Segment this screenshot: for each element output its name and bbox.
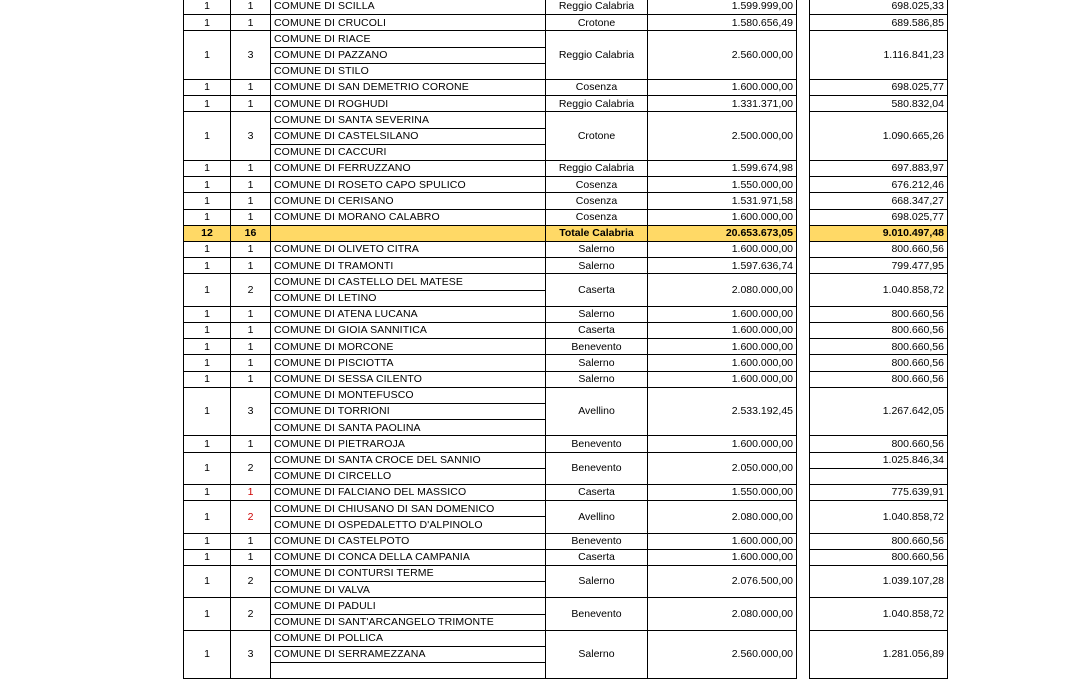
comune-name: COMUNE DI CERISANO [270,192,546,209]
row-count-a: 1 [183,371,231,388]
amount: 2.500.000,00 [647,111,797,161]
contribution: 1.281.056,89 [809,630,948,679]
amount: 1.550.000,00 [647,484,797,501]
comune-name: COMUNE DI CACCURI [270,144,546,161]
contribution: 800.660,56 [809,371,948,388]
total-amount: 20.653.673,05 [647,225,797,242]
row-count-a: 1 [183,176,231,193]
total-count-b: 16 [230,225,271,242]
row-count-a: 1 [183,484,231,501]
contribution: 1.090.665,26 [809,111,948,161]
row-count-b: 3 [230,630,271,679]
row-count-b: 1 [230,14,271,31]
comune-name: COMUNE DI POLLICA [270,630,546,647]
comune-name [270,662,546,679]
comune-name: COMUNE DI SCILLA [270,0,546,15]
row-count-a: 1 [183,209,231,226]
amount: 1.600.000,00 [647,435,797,452]
row-count-b: 2 [230,597,271,630]
province: Reggio Calabria [545,0,648,15]
comune-name: COMUNE DI TRAMONTI [270,257,546,274]
row-count-a: 1 [183,273,231,306]
province: Reggio Calabria [545,30,648,80]
contribution: 676.212,46 [809,176,948,193]
row-count-a: 1 [183,322,231,339]
amount: 2.080.000,00 [647,597,797,630]
comune-name: COMUNE DI GIOIA SANNITICA [270,322,546,339]
province: Crotone [545,111,648,161]
amount: 1.600.000,00 [647,79,797,96]
comune-name: COMUNE DI ATENA LUCANA [270,306,546,323]
comune-name: COMUNE DI SAN DEMETRIO CORONE [270,79,546,96]
comune-name: COMUNE DI CRUCOLI [270,14,546,31]
amount: 2.560.000,00 [647,630,797,679]
contribution: 1.039.107,28 [809,565,948,598]
province: Benevento [545,533,648,550]
contribution: 800.660,56 [809,338,948,355]
amount: 2.560.000,00 [647,30,797,80]
comune-name: COMUNE DI SANT'ARCANGELO TRIMONTE [270,614,546,631]
comune-name: COMUNE DI SANTA CROCE DEL SANNIO [270,452,546,469]
amount: 2.080.000,00 [647,500,797,533]
contribution: 698.025,33 [809,0,948,15]
comune-name: COMUNE DI MORANO CALABRO [270,209,546,226]
comune-name: COMUNE DI PISCIOTTA [270,354,546,371]
comune-name: COMUNE DI MORCONE [270,338,546,355]
row-count-b: 1 [230,192,271,209]
comune-name: COMUNE DI PADULI [270,597,546,614]
comune-name: COMUNE DI LETINO [270,290,546,307]
province: Salerno [545,371,648,388]
row-count-b: 1 [230,371,271,388]
amount: 1.580.656,49 [647,14,797,31]
comune-name: COMUNE DI TORRIONI [270,403,546,420]
comune-name: COMUNE DI PAZZANO [270,47,546,64]
amount: 1.600.000,00 [647,338,797,355]
comune-name: COMUNE DI VALVA [270,581,546,598]
row-count-a: 1 [183,30,231,80]
row-count-b: 3 [230,387,271,437]
comune-name: COMUNE DI PIETRAROJA [270,435,546,452]
contribution-empty [809,468,948,485]
province: Salerno [545,565,648,598]
total-count-a: 12 [183,225,231,242]
contribution: 1.267.642,05 [809,387,948,437]
row-count-a: 1 [183,452,231,485]
row-count-a: 1 [183,435,231,452]
contribution: 799.477,95 [809,257,948,274]
row-count-a: 1 [183,338,231,355]
province: Benevento [545,338,648,355]
row-count-a: 1 [183,192,231,209]
row-count-b: 1 [230,79,271,96]
row-count-b: 1 [230,322,271,339]
contribution: 800.660,56 [809,533,948,550]
comune-name: COMUNE DI CASTELSILANO [270,128,546,145]
contribution: 1.040.858,72 [809,273,948,306]
contribution: 668.347,27 [809,192,948,209]
province: Reggio Calabria [545,160,648,177]
province: Cosenza [545,209,648,226]
amount: 1.600.000,00 [647,241,797,258]
comune-name: COMUNE DI SESSA CILENTO [270,371,546,388]
comune-name: COMUNE DI OLIVETO CITRA [270,241,546,258]
province: Salerno [545,241,648,258]
row-count-a: 1 [183,630,231,679]
province: Benevento [545,597,648,630]
row-count-b: 1 [230,257,271,274]
amount: 1.600.000,00 [647,371,797,388]
province: Cosenza [545,176,648,193]
contribution: 800.660,56 [809,435,948,452]
total-label: Totale Calabria [545,225,648,242]
row-count-b: 1 [230,306,271,323]
total-filler [270,225,546,242]
comune-name: COMUNE DI CIRCELLO [270,468,546,485]
comune-name: COMUNE DI FERRUZZANO [270,160,546,177]
comune-name: COMUNE DI CONTURSI TERME [270,565,546,582]
province: Avellino [545,500,648,533]
province: Caserta [545,484,648,501]
amount: 1.331.371,00 [647,95,797,112]
row-count-a: 1 [183,111,231,161]
amount: 1.531.971,58 [647,192,797,209]
province: Cosenza [545,192,648,209]
row-count-a: 1 [183,160,231,177]
amount: 2.533.192,45 [647,387,797,437]
row-count-a: 1 [183,0,231,15]
comune-name: COMUNE DI OSPEDALETTO D'ALPINOLO [270,516,546,533]
province: Caserta [545,322,648,339]
row-count-b: 2 [230,565,271,598]
row-count-b: 1 [230,241,271,258]
contribution: 775.639,91 [809,484,948,501]
comune-name: COMUNE DI SANTA PAOLINA [270,419,546,436]
contribution: 1.025.846,34 [809,452,948,469]
province: Avellino [545,387,648,437]
province: Salerno [545,306,648,323]
province: Caserta [545,549,648,566]
row-count-b: 1 [230,0,271,15]
comune-name: COMUNE DI CASTELLO DEL MATESE [270,273,546,290]
row-count-a: 1 [183,533,231,550]
row-count-a: 1 [183,79,231,96]
row-count-a: 1 [183,565,231,598]
row-count-b: 2 [230,452,271,485]
row-count-b: 1 [230,176,271,193]
comune-name: COMUNE DI RIACE [270,30,546,47]
province: Salerno [545,354,648,371]
row-count-a: 1 [183,354,231,371]
row-count-a: 1 [183,306,231,323]
row-count-b: 1 [230,533,271,550]
row-count-b: 3 [230,30,271,80]
row-count-b: 1 [230,435,271,452]
amount: 1.600.000,00 [647,549,797,566]
contribution: 698.025,77 [809,79,948,96]
row-count-b: 1 [230,484,271,501]
comune-name: COMUNE DI MONTEFUSCO [270,387,546,404]
row-count-b: 1 [230,160,271,177]
amount: 1.599.674,98 [647,160,797,177]
amount: 2.080.000,00 [647,273,797,306]
comune-name: COMUNE DI SANTA SEVERINA [270,111,546,128]
row-count-b: 1 [230,95,271,112]
contribution: 580.832,04 [809,95,948,112]
comune-name: COMUNE DI CONCA DELLA CAMPANIA [270,549,546,566]
amount: 1.600.000,00 [647,306,797,323]
row-count-a: 1 [183,257,231,274]
province: Benevento [545,435,648,452]
contribution: 800.660,56 [809,354,948,371]
contribution: 697.883,97 [809,160,948,177]
amount: 1.600.000,00 [647,322,797,339]
amount: 2.050.000,00 [647,452,797,485]
comune-name: COMUNE DI ROSETO CAPO SPULICO [270,176,546,193]
amount: 1.550.000,00 [647,176,797,193]
row-count-b: 3 [230,111,271,161]
province: Reggio Calabria [545,95,648,112]
contribution: 800.660,56 [809,549,948,566]
contribution: 1.040.858,72 [809,597,948,630]
row-count-b: 1 [230,354,271,371]
comune-name: COMUNE DI SERRAMEZZANA [270,646,546,663]
contribution: 800.660,56 [809,306,948,323]
province: Salerno [545,630,648,679]
comune-name: COMUNE DI FALCIANO DEL MASSICO [270,484,546,501]
contribution: 800.660,56 [809,241,948,258]
province: Caserta [545,273,648,306]
comune-name: COMUNE DI CHIUSANO DI SAN DOMENICO [270,500,546,517]
amount: 2.076.500,00 [647,565,797,598]
row-count-a: 1 [183,549,231,566]
row-count-a: 1 [183,500,231,533]
province: Cosenza [545,79,648,96]
comune-name: COMUNE DI ROGHUDI [270,95,546,112]
row-count-b: 1 [230,549,271,566]
contribution: 689.586,85 [809,14,948,31]
amount: 1.600.000,00 [647,209,797,226]
row-count-a: 1 [183,387,231,437]
contribution: 698.025,77 [809,209,948,226]
row-count-a: 1 [183,95,231,112]
row-count-a: 1 [183,14,231,31]
row-count-b: 1 [230,338,271,355]
contribution: 800.660,56 [809,322,948,339]
row-count-b: 2 [230,500,271,533]
row-count-b: 2 [230,273,271,306]
row-count-a: 1 [183,241,231,258]
total-contribution: 9.010.497,48 [809,225,948,242]
contribution: 1.116.841,23 [809,30,948,80]
comune-name: COMUNE DI CASTELPOTO [270,533,546,550]
amount: 1.597.636,74 [647,257,797,274]
province: Salerno [545,257,648,274]
row-count-a: 1 [183,597,231,630]
amount: 1.599.999,00 [647,0,797,15]
amount: 1.600.000,00 [647,354,797,371]
row-count-b: 1 [230,209,271,226]
contribution: 1.040.858,72 [809,500,948,533]
province: Crotone [545,14,648,31]
province: Benevento [545,452,648,485]
amount: 1.600.000,00 [647,533,797,550]
comune-name: COMUNE DI STILO [270,63,546,80]
